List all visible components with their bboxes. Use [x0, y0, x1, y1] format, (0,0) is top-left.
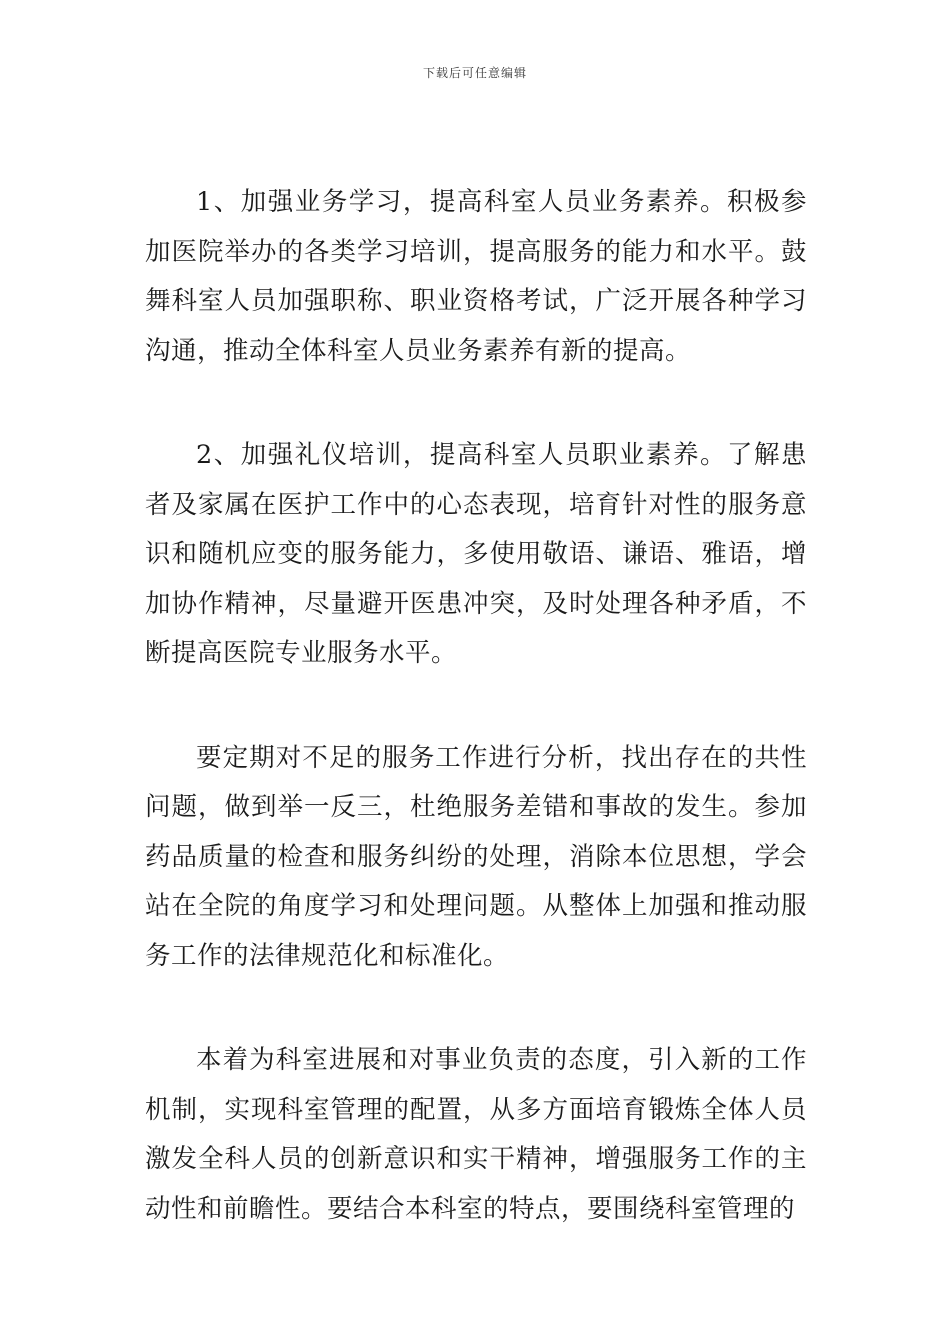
header-note: 下载后可任意编辑: [422, 66, 527, 80]
paragraph-3: 要定期对不足的服务工作进行分析，找出存在的共性问题，做到举一反三，杜绝服务差错和事故的发生。参加药品质量的检查和服务纠纷的处理，消除本位思想，学会站在全院的角度学习和处理问题。从整体上加强和推动服务工作的法律规范化和标准化。: [145, 742, 807, 971]
paragraph-1: 1、加强业务学习，提高科室人员业务素养。积极参加医院举办的各类学习培训，提高服务的能力和水平。鼓舞科室人员加强职称、职业资格考试，广泛开展各种学习沟通，推动全体科室人员业务素养有新的提高。: [145, 187, 807, 366]
paragraph-2: 2、加强礼仪培训，提高科室人员职业素养。了解患者及家属在医护工作中的心态表现，培育针对性的服务意识和随机应变的服务能力，多使用敬语、谦语、雅语，增加协作精神，尽量避开医患冲突，及时处理各种矛盾，不断提高医院专业服务水平。: [145, 440, 807, 668]
document-body: [145, 178, 807, 1234]
paragraph-4: 本着为科室进展和对事业负责的态度，引入新的工作机制，实现科室管理的配置，从多方面培育锻炼全体人员激发全科人员的创新意识和实干精神，增强服务工作的主动性和前瞻性。要结合本科室的特点，要围绕科室管理的: [145, 1045, 807, 1224]
